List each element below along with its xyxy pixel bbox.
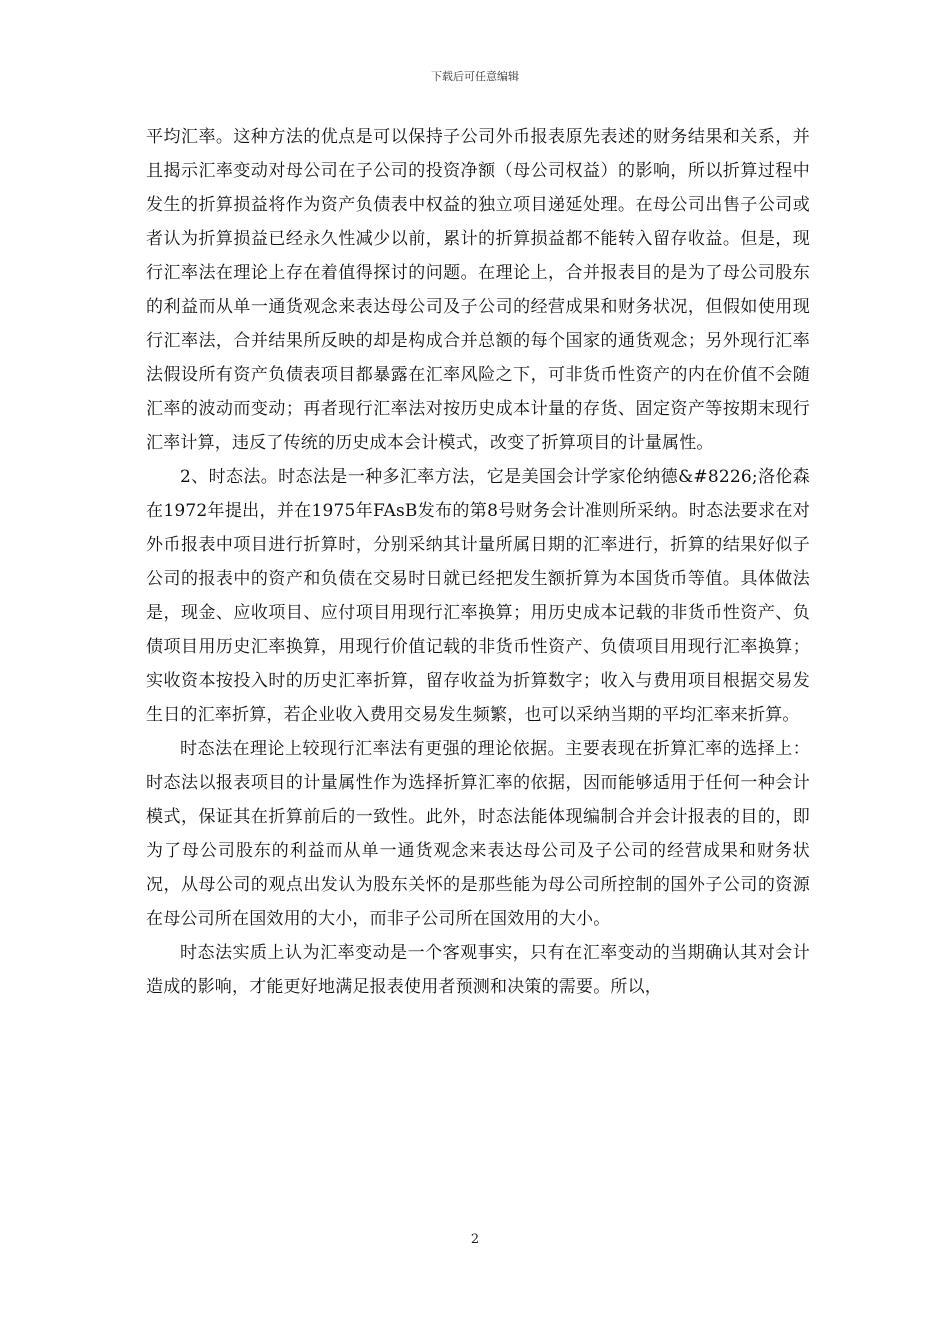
paragraph-temporal-method: 2、时态法。时态法是一种多汇率方法，它是美国会计学家伦纳德&#8226;洛伦森在1972年提出，并在1975年FAsB发布的第8号财务会计准则所采纳。时态法要求在对外币报表中项目进行折算时，分别采纳其计量所属日期的汇率进行，折算的结果好似子公司的报表中的资产和负债在交易时日就已经把发生额折算为本国货币等值。具体做法是，现金、应收项目、应付项目用现行汇率换算；用历史成本记载的非货币性资产、负债项目用历史汇率换算，用现行价值记载的非货币性资产、负债项目用现行汇率换算；实收资本按投入时的历史汇率折算，留存收益为折算数字；收入与费用项目根据交易发生日的汇率折算，若企业收入费用交易发生频繁，也可以采纳当期的平均汇率来折算。 (146, 467, 810, 725)
paragraph-current-rate-method: 平均汇率。这种方法的优点是可以保持子公司外币报表原先表述的财务结果和关系，并且揭示汇率变动对母公司在子公司的投资净额（母公司权益）的影响，所以折算过程中发生的折算损益将作为资产负债表中权益的独立项目递延处理。在母公司出售子公司或者认为折算损益已经永久性减少以前，累计的折算损益都不能转入留存收益。但是，现行汇率法在理论上存在着值得探讨的问题。在理论上，合并报表目的是为了母公司股东的利益而从单一通货观念来表达母公司及子公司的经营成果和财务状况，但假如使用现行汇率法，合并结果所反映的却是构成合并总额的每个国家的通货观念；另外现行汇率法假设所有资产负债表项目都暴露在汇率风险之下，可非货币性资产的内在价值不会随汇率的波动而变动；再者现行汇率法对按历史成本计量的存货、固定资产等按期末现行汇率计算，违反了传统的历史成本会计模式，改变了折算项目的计量属性。 (146, 127, 810, 453)
document-body (146, 120, 810, 1004)
page-number: 2 (470, 1232, 480, 1247)
page-footer (0, 1232, 950, 1247)
paragraph-temporal-theory: 时态法在理论上较现行汇率法有更强的理论依据。主要表现在折算汇率的选择上：时态法以报表项目的计量属性作为选择折算汇率的依据，因而能够适用于任何一种会计模式，保证其在折算前后的一致性。此外，时态法能体现编制合并会计报表的目的，即为了母公司股东的利益而从单一通货观念来表达母公司及子公司的经营成果和财务状况，从母公司的观点出发认为股东关怀的是那些能为母公司所控制的国外子公司的资源在母公司所在国效用的大小，而非子公司所在国效用的大小。 (146, 739, 810, 929)
page-header (0, 68, 950, 84)
paragraph-temporal-essence: 时态法实质上认为汇率变动是一个客观事实，只有在汇率变动的当期确认其对会计造成的影响，才能更好地满足报表使用者预测和决策的需要。所以， (146, 943, 810, 997)
header-note: 下载后可任意编辑 (431, 70, 519, 83)
